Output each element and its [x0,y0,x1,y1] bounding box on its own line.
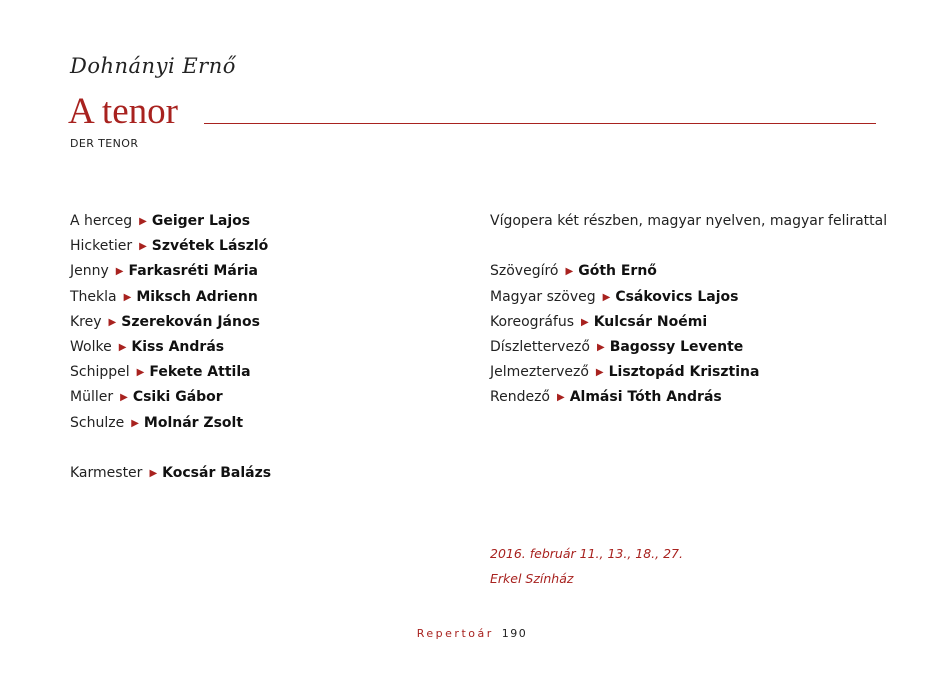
arrow-icon: ▶ [118,341,127,353]
cast-name: Szvétek László [151,238,269,255]
page-number: 190 [501,627,528,640]
page-subtitle: DER TENOR [70,137,139,150]
cast-item [70,261,271,286]
cast-name: Szerekován János [121,313,260,330]
arrow-icon: ▶ [120,392,128,404]
cast-role: Jenny [70,263,109,280]
credit-item [490,362,887,387]
footer-section: Repertoár [416,627,494,640]
credit-name: Kulcsár Noémi [593,313,708,330]
credit-role: Koreográfus [490,313,574,330]
cast-item [70,387,271,412]
arrow-icon: ▶ [136,367,145,379]
performance-venue: Erkel Színház [490,571,574,586]
conductor-role: Karmester [70,464,143,481]
arrow-icon: ▶ [557,392,565,404]
arrow-icon: ▶ [139,241,147,253]
credit-name: Almási Tóth András [569,389,722,406]
cast-item [70,312,271,337]
credit-item [490,312,887,337]
cast-name: Geiger Lajos [151,213,251,229]
performance-info [490,541,683,591]
cast-item [70,337,271,362]
credit-role: Jelmeztervező [490,364,589,381]
arrow-icon: ▶ [139,216,147,227]
arrow-icon: ▶ [595,367,604,379]
page-title: A tenor [68,91,178,132]
arrow-icon: ▶ [108,316,117,328]
arrow-icon: ▶ [115,266,124,278]
cast-role: Hicketier [70,238,133,255]
production-list [490,211,887,413]
arrow-icon: ▶ [149,467,158,479]
conductor-item [70,463,271,488]
title-rule [204,123,876,124]
cast-name: Fekete Attila [149,364,251,381]
arrow-icon: ▶ [581,316,589,328]
cast-role: Müller [70,389,114,406]
credit-role: Magyar szöveg [490,288,596,305]
credit-name: Bagossy Levente [609,338,744,355]
cast-role: Schippel [70,364,130,381]
title-row [68,92,876,132]
cast-name: Molnár Zsolt [143,414,244,431]
credit-item [490,387,887,412]
credit-role: Díszlettervező [490,338,590,355]
cast-item [70,362,271,387]
arrow-icon: ▶ [123,291,132,303]
composer-name: Dohnányi Ernő [70,54,236,78]
credit-name: Góth Ernő [578,263,657,280]
cast-role: A herceg [70,213,133,229]
cast-item [70,413,271,438]
cast-role: Wolke [70,338,112,355]
cast-item [70,211,271,236]
spacer [490,236,887,261]
cast-item [70,287,271,312]
cast-role: Krey [70,313,102,330]
cast-role: Thekla [70,288,117,305]
page-footer [0,627,944,640]
cast-name: Csiki Gábor [132,389,223,406]
cast-name: Miksch Adrienn [136,288,258,305]
cast-item [70,236,271,261]
credit-item [490,337,887,362]
performance-dates: 2016. február 11., 13., 18., 27. [490,546,683,561]
arrow-icon: ▶ [131,417,139,429]
credit-name: Csákovics Lajos [615,288,739,305]
cast-list [70,211,271,488]
credit-item [490,261,887,286]
cast-role: Schulze [70,414,125,431]
spacer [70,438,271,463]
production-description: Vígopera két részben, magyar nyelven, magyar felirattal [490,213,888,229]
credit-role: Szövegíró [490,263,559,280]
arrow-icon: ▶ [596,341,605,353]
cast-name: Kiss András [131,338,225,355]
cast-name: Farkasréti Mária [128,263,258,280]
credit-item [490,287,887,312]
credit-name: Lisztopád Krisztina [608,364,760,381]
conductor-name: Kocsár Balázs [162,464,272,481]
credit-role: Rendező [490,389,550,406]
arrow-icon: ▶ [602,291,611,303]
arrow-icon: ▶ [565,266,574,278]
